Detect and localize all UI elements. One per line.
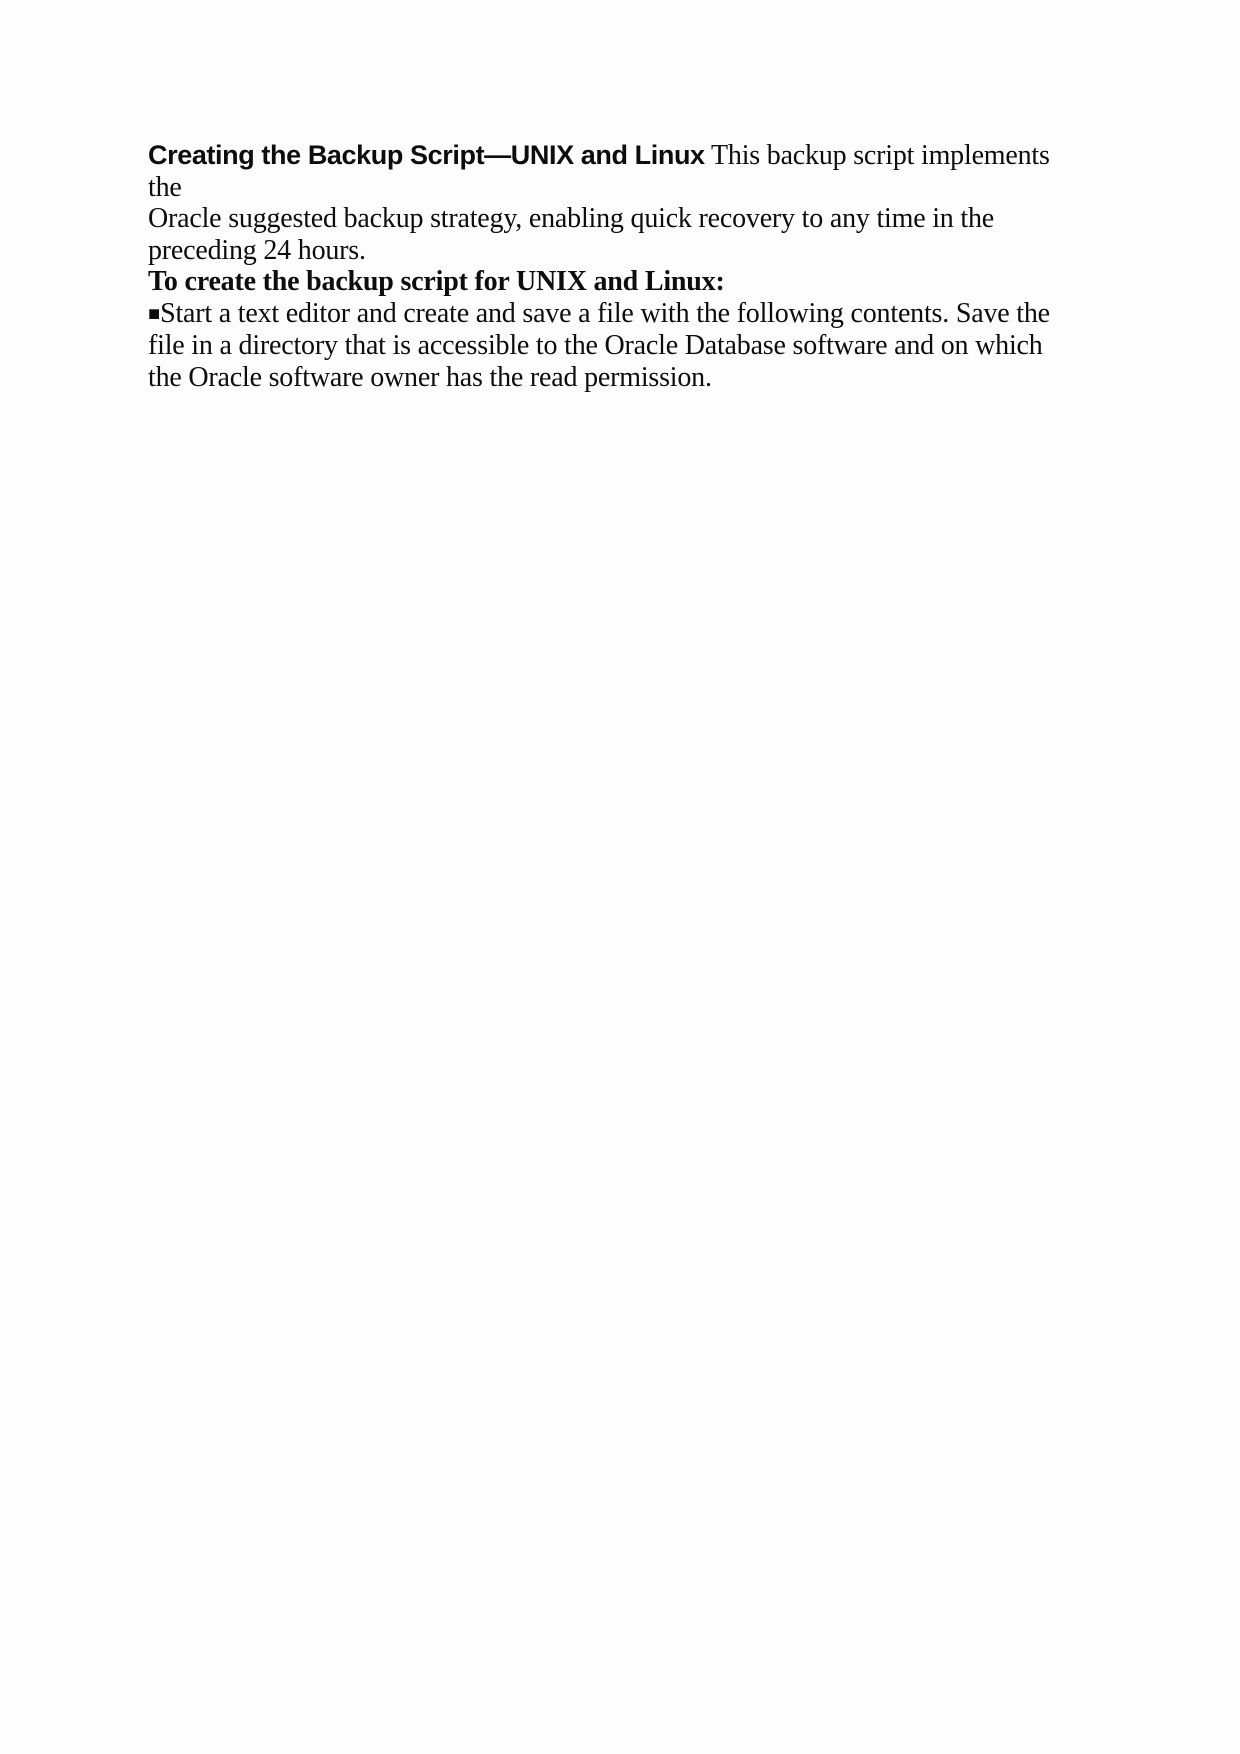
paragraph-line: Oracle suggested backup strategy, enabling quick recovery to any time in the <box>148 203 995 234</box>
bullet-square-icon: ■ <box>148 302 161 325</box>
text-block <box>148 140 1088 393</box>
paragraph-line: preceding 24 hours. <box>148 234 366 266</box>
heading-trailing-text: This backup script implements <box>710 140 1050 171</box>
step-line: file in a directory that is accessible to the Oracle Database software and on which <box>148 330 1043 361</box>
procedure-subheading: To create the backup script for UNIX and Linux: <box>148 266 725 297</box>
step-line <box>148 298 1088 331</box>
step-line: the Oracle software owner has the read permission. <box>148 361 712 393</box>
section-heading: Creating the Backup Script—UNIX and Linux <box>148 140 705 170</box>
step-text: Start a text editor and create and save a file with the following contents. Save the <box>160 297 1050 329</box>
heading-line <box>148 140 1088 172</box>
paragraph-line: the <box>148 171 182 203</box>
